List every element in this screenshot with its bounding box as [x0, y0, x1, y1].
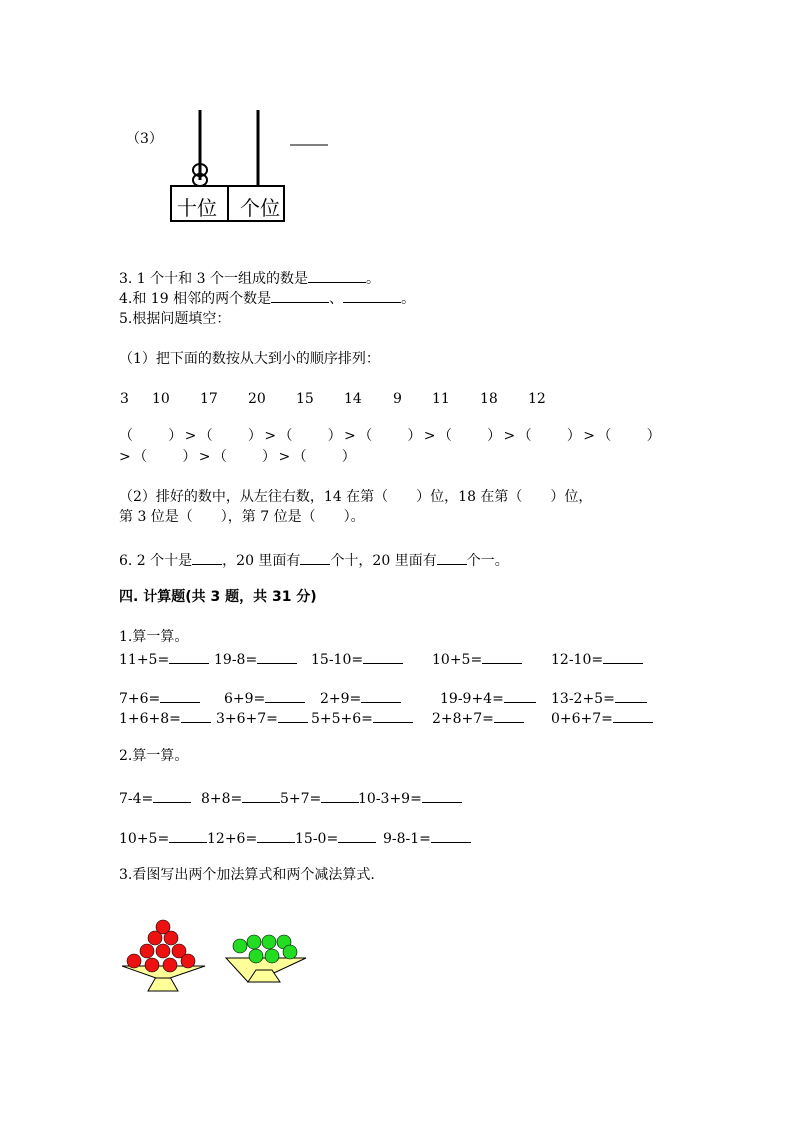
question-5-2-line-2: 第 3 位是（ ），第 7 位是（ ）。	[119, 509, 365, 525]
red-bowl	[122, 966, 205, 991]
bowl-base	[148, 977, 178, 991]
equation-text: 7+6=	[119, 691, 161, 707]
green-ball	[265, 949, 279, 963]
red-ball	[181, 954, 195, 968]
equation-text: 15-0=	[295, 831, 339, 847]
green-bowl	[226, 958, 306, 982]
number-item: 18	[480, 391, 498, 407]
red-ball	[163, 958, 177, 972]
equation-text: 13-2+5=	[551, 691, 615, 707]
equation-text: 5+7=	[280, 791, 322, 807]
equation-text: 2+9=	[320, 691, 362, 707]
question-text: 3. 1 个十和 3 个一组成的数是	[119, 271, 308, 287]
question-text: 4.和 19 相邻的两个数是	[119, 291, 272, 307]
tens-label: 十位	[177, 196, 217, 220]
equation-text: 10-3+9=	[358, 791, 422, 807]
punct: 。	[401, 291, 416, 307]
question-text: ，20 里面有	[222, 553, 301, 569]
calc-2-title: 2.算一算。	[119, 748, 189, 764]
equation-text: 15-10=	[311, 652, 364, 668]
equation-text: 10+5=	[119, 831, 170, 847]
red-balls	[127, 920, 195, 972]
ordering-line-2: >（ ）>（ ）>（ ）	[119, 449, 359, 465]
equation-text: 0+6+7=	[551, 711, 613, 727]
question-text: 个一。	[466, 553, 509, 569]
number-item: 14	[344, 391, 362, 407]
separator: 、	[329, 291, 344, 307]
red-ball	[145, 958, 159, 972]
equation-text: 8+8=	[201, 791, 243, 807]
equation-text: 3+6+7=	[216, 711, 278, 727]
red-ball	[156, 944, 170, 958]
equation-text: 12+6=	[207, 831, 258, 847]
ordering-line-1: （ ）>（ ）>（ ）>（ ）>（ ）>（ ）>（ ）	[119, 428, 663, 444]
red-ball	[164, 931, 178, 945]
red-ball	[127, 954, 141, 968]
equation-text: 11+5=	[119, 652, 170, 668]
equation-text: 2+8+7=	[432, 711, 494, 727]
number-item: 15	[296, 391, 314, 407]
equation-text: 7-4=	[119, 791, 154, 807]
equation-text: 1+6+8=	[119, 711, 181, 727]
red-ball	[148, 931, 162, 945]
item-number: （3）	[126, 131, 163, 147]
question-5-1-prompt: （1）把下面的数按从大到小的顺序排列：	[119, 351, 380, 367]
question-5-title: 5.根据问题填空：	[119, 311, 231, 327]
number-item: 17	[200, 391, 218, 407]
equation-text: 6+9=	[224, 691, 266, 707]
green-ball	[249, 949, 263, 963]
green-ball	[283, 945, 297, 959]
question-text: 6. 2 个十是	[119, 553, 193, 569]
equation-text: 12-10=	[551, 652, 604, 668]
number-item: 9	[393, 391, 402, 407]
punct: 。	[365, 271, 380, 287]
green-ball	[233, 939, 247, 953]
question-5-2-line-1: （2）排好的数中，从左往右数，14 在第（ ）位，18 在第（ ）位，	[119, 489, 593, 505]
calc-3-title: 3.看图写出两个加法算式和两个减法算式.	[119, 867, 375, 883]
green-ball	[262, 935, 276, 949]
equation-text: 10+5=	[432, 652, 483, 668]
number-item: 20	[248, 391, 266, 407]
question-text: 个十，20 里面有	[330, 553, 437, 569]
green-ball	[247, 935, 261, 949]
equation-text: 19-8=	[214, 652, 258, 668]
number-item: 12	[528, 391, 546, 407]
equation-text: 5+5+6=	[311, 711, 373, 727]
calc-1-title: 1.算一算。	[119, 629, 189, 645]
number-item: 10	[152, 391, 170, 407]
equation-text: 19-9+4=	[440, 691, 504, 707]
equation-text: 9-8-1=	[383, 831, 431, 847]
red-ball	[140, 944, 154, 958]
number-item: 11	[432, 391, 450, 407]
section-title: 四. 计算题(共 3 题，共 31 分)	[119, 589, 317, 605]
ones-label: 个位	[240, 196, 280, 220]
number-item: 3	[120, 391, 129, 407]
